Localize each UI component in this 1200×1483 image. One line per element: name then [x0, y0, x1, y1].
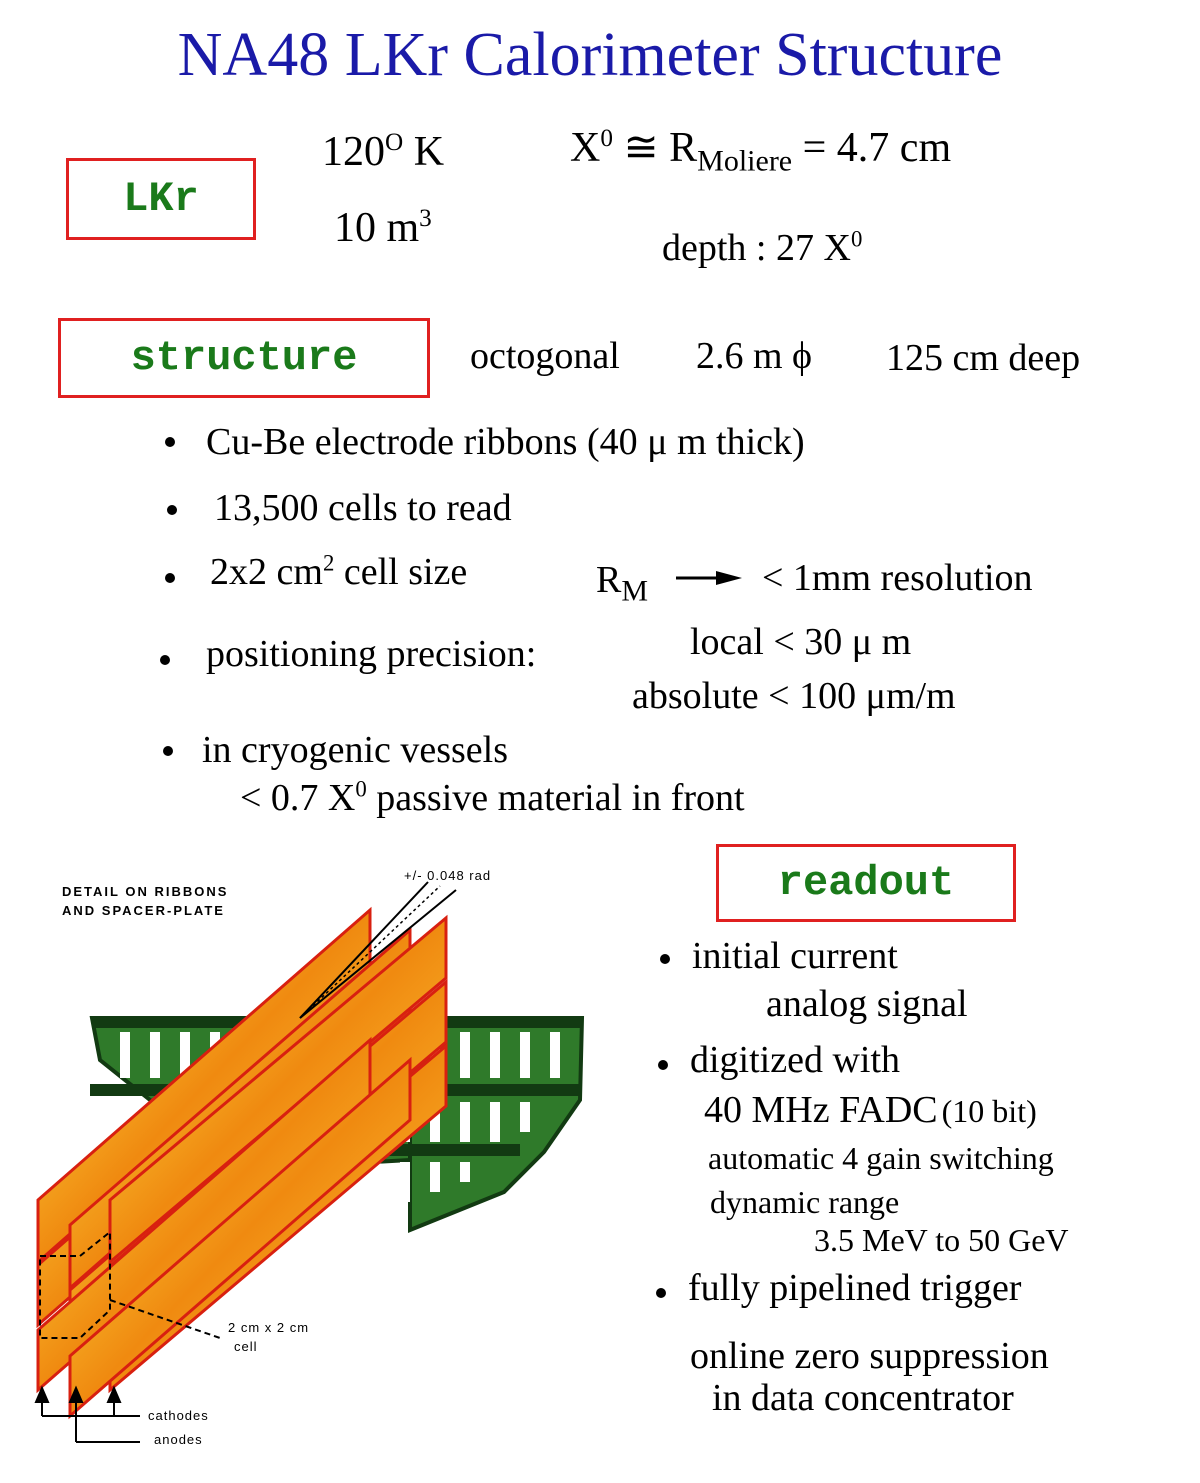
local-precision: local < 30 μ m — [690, 621, 912, 663]
bullet — [160, 655, 170, 665]
lkr-label: LKr — [123, 175, 199, 223]
pipelined-trigger: fully pipelined trigger — [688, 1267, 1022, 1309]
page-title: NA48 LKr Calorimeter Structure — [177, 21, 1003, 89]
cells-item: 13,500 cells to read — [214, 487, 512, 529]
anodes-label: anodes — [154, 1432, 203, 1447]
cathodes-label: cathodes — [148, 1408, 209, 1423]
diagram-heading: DETAIL ON RIBBONS AND SPACER-PLATE — [62, 884, 229, 918]
bullet — [658, 1060, 668, 1070]
fadc-line: 40 MHz FADC (10 bit) — [704, 1089, 1037, 1131]
readout-label-box — [716, 844, 1016, 922]
structure-shape: octogonal — [470, 335, 620, 377]
degree-symbol: O — [385, 129, 404, 156]
gain-switching: automatic 4 gain switching — [708, 1140, 1054, 1176]
lkr-label-box — [66, 158, 256, 240]
structure-label: structure — [130, 334, 358, 382]
radiation-length: $X^0$ ≅ $R_{Moliere} = 4.7$ cm — [570, 125, 952, 178]
zero-suppression: online zero suppression — [690, 1335, 1049, 1377]
bullet — [656, 1288, 666, 1298]
digitized: digitized with — [690, 1039, 901, 1081]
readout-label: readout — [777, 859, 955, 907]
angle-label: +/- 0.048 rad — [404, 868, 492, 883]
passive-material: < 0.7 $X^0$ passive material in front — [240, 776, 745, 819]
bullet — [163, 746, 173, 756]
depth: depth : 27 $X^0$ — [662, 226, 863, 269]
positioning-item: positioning precision: — [206, 633, 537, 675]
ribbons-item: Cu-Be electrode ribbons (40 μ m thick) — [206, 421, 805, 463]
structure-depth: 125 cm deep — [886, 337, 1081, 379]
structure-label-box — [58, 318, 430, 398]
bullet — [165, 573, 175, 583]
cell-label: 2 cm x 2 cm cell — [228, 1320, 310, 1354]
volume: 10 $m^3$ — [334, 205, 432, 251]
absolute-precision: absolute < 100 μm/m — [632, 675, 956, 717]
structure-diameter: 2.6 m ϕ — [696, 335, 813, 377]
cryo-item: in cryogenic vessels — [202, 729, 509, 771]
initial-current: initial current — [692, 935, 898, 977]
data-concentrator: in data concentrator — [712, 1377, 1014, 1419]
cell-size-item: 2x2 $cm^2$ cell size — [210, 550, 468, 593]
dynamic-range: dynamic range — [710, 1184, 900, 1220]
analog-signal: analog signal — [766, 983, 968, 1025]
resolution: < 1mm resolution — [762, 557, 1033, 599]
moliere-radius: $R_M$ — [596, 559, 649, 608]
bullet — [165, 437, 175, 447]
energy-range: 3.5 MeV to 50 GeV — [814, 1222, 1069, 1258]
bullet — [660, 954, 670, 964]
bullet — [167, 505, 177, 515]
ribbon-spacer-diagram — [30, 870, 610, 1460]
temperature: $120^O$ K — [322, 129, 445, 175]
arrow-right-icon — [676, 570, 742, 586]
